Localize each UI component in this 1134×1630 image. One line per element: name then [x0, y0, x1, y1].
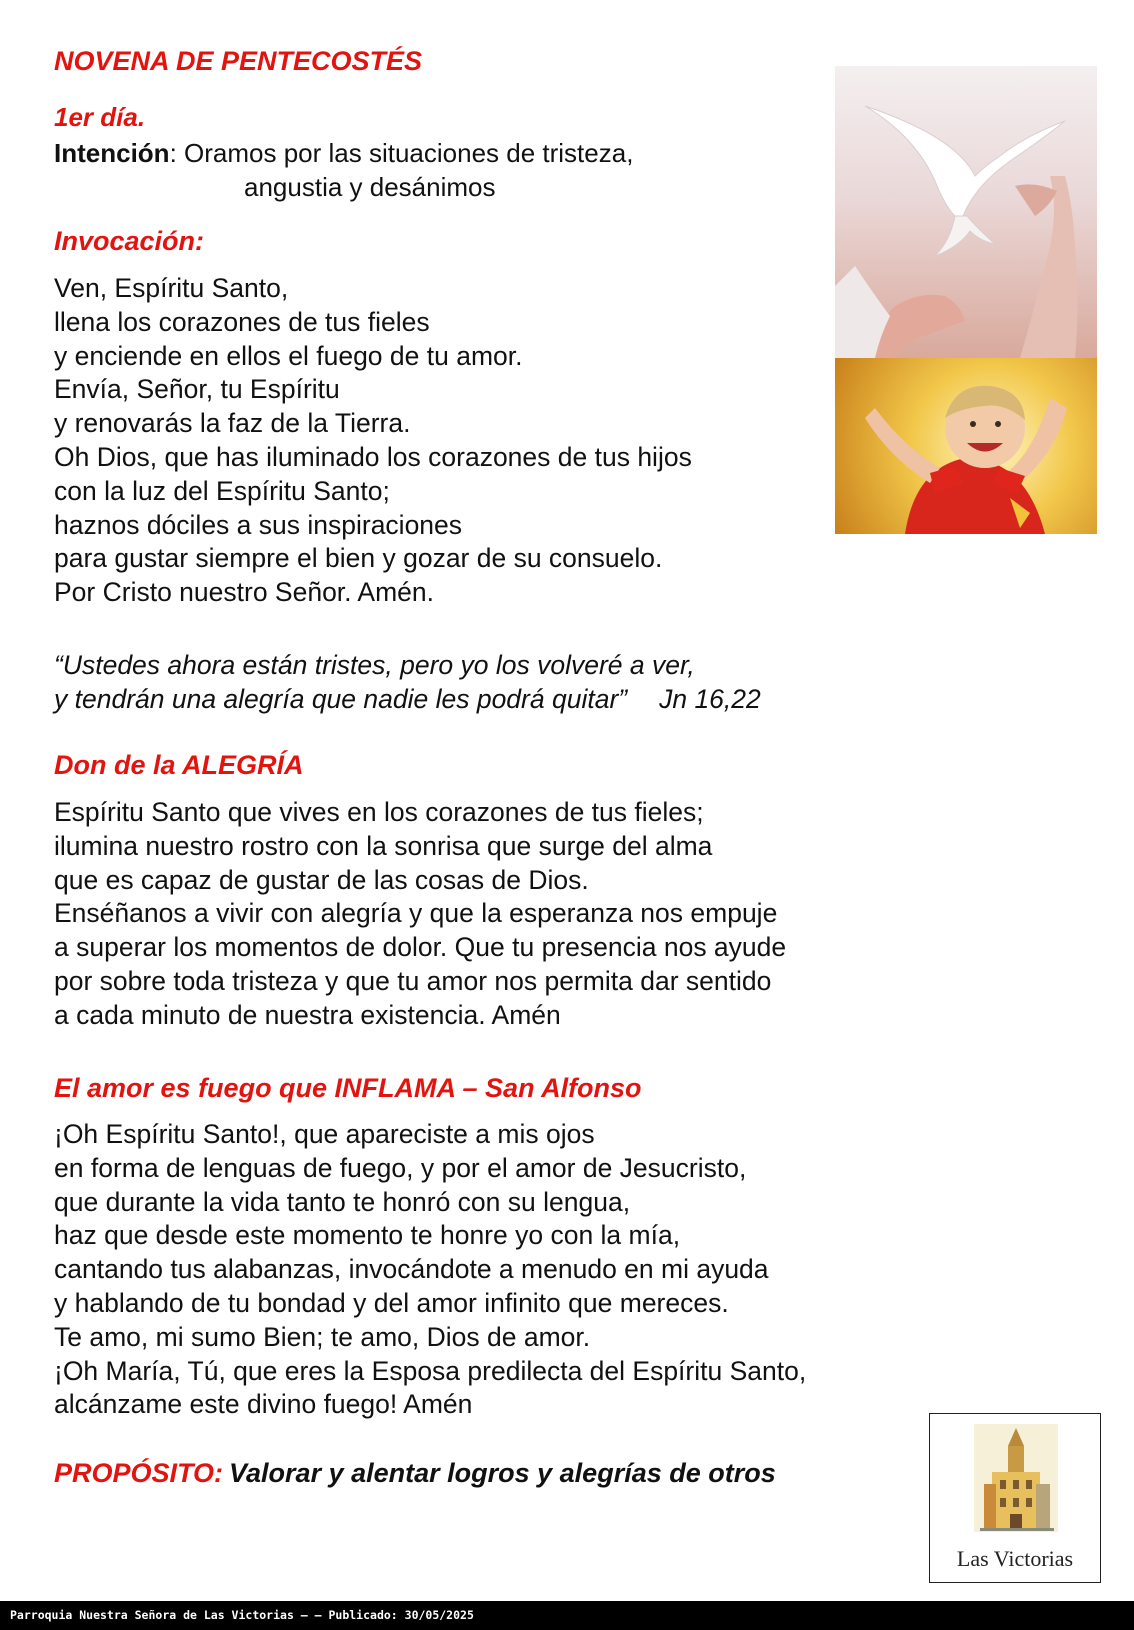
day-label: 1er día.: [54, 102, 146, 132]
footer-bar: Parroquia Nuestra Señora de Las Victorias – – Publicado: 30/05/2025: [0, 1601, 1134, 1630]
prayer-line: y renovarás la faz de la Tierra.: [54, 408, 411, 439]
scripture-quote: [54, 648, 761, 716]
prayer-line: ilumina nuestro rostro con la sonrisa que surge del alma: [54, 830, 713, 861]
invocation-heading: Invocación:: [54, 226, 205, 256]
gift-heading: Don de la ALEGRÍA: [54, 750, 304, 780]
intention-label: Intención: [54, 138, 170, 168]
prayer-line: haznos dóciles a sus inspiraciones: [54, 509, 463, 540]
prayer-line: llena los corazones de tus fieles: [54, 306, 430, 337]
purpose-text: Valorar y alentar logros y alegrías de otros: [229, 1458, 776, 1488]
church-illustration: [930, 1414, 1102, 1544]
prayer-line: Ven, Espíritu Santo,: [54, 273, 289, 303]
prayer-line: por sobre toda tristeza y que tu amor nos permita dar sentido: [54, 965, 772, 996]
purpose-label: PROPÓSITO:: [54, 1458, 224, 1488]
prayer-line: a cada minuto de nuestra existencia. Amén: [54, 999, 561, 1030]
prayer-line: y hablando de tu bondad y del amor infinito que mereces.: [54, 1287, 729, 1318]
prayer-line: Espíritu Santo que vives en los corazones de tus fieles;: [54, 797, 704, 827]
prayer-line: Enséñanos a vivir con alegría y que la esperanza nos empuje: [54, 898, 778, 929]
intention-text-2: angustia y desánimos: [244, 172, 496, 202]
prayer-line: a superar los momentos de dolor. Que tu presencia nos ayude: [54, 932, 787, 963]
prayer-line: con la luz del Espíritu Santo;: [54, 475, 390, 506]
prayer-line: ¡Oh María, Tú, que eres la Esposa predilecta del Espíritu Santo,: [54, 1355, 807, 1386]
gift-prayer: [54, 796, 786, 1033]
prayer-line: y enciende en ellos el fuego de tu amor.: [54, 340, 523, 371]
intention-line-1: [54, 138, 633, 168]
love-heading: El amor es fuego que INFLAMA – San Alfonso: [54, 1073, 642, 1103]
quote-reference: Jn 16,22: [659, 684, 761, 714]
quote-line-2: y tendrán una alegría que nadie les podrá quitar”: [54, 684, 628, 714]
document-title: NOVENA DE PENTECOSTÉS: [54, 46, 423, 76]
prayer-line: ¡Oh Espíritu Santo!, que apareciste a mis ojos: [54, 1119, 595, 1149]
parish-logo: [929, 1413, 1101, 1583]
intention-text-1: : Oramos por las situaciones de tristeza,: [169, 138, 634, 168]
prayer-line: Oh Dios, que has iluminado los corazones de tus hijos: [54, 441, 692, 472]
prayer-line: cantando tus alabanzas, invocándote a menudo en mi ayuda: [54, 1254, 769, 1285]
prayer-line: Envía, Señor, tu Espíritu: [54, 374, 340, 405]
quote-line-1: “Ustedes ahora están tristes, pero yo los volveré a ver,: [54, 650, 695, 680]
prayer-line: Te amo, mi sumo Bien; te amo, Dios de amor.: [54, 1321, 591, 1352]
prayer-line: que durante la vida tanto te honró con su lengua,: [54, 1186, 631, 1217]
intention: [54, 136, 633, 204]
dove-hands-image: [835, 66, 1097, 358]
prayer-line: Por Cristo nuestro Señor. Amén.: [54, 577, 435, 608]
child-image: [835, 358, 1097, 534]
logo-caption: Las Victorias: [956, 1546, 1074, 1571]
prayer-line: para gustar siempre el bien y gozar de su consuelo.: [54, 543, 663, 574]
prayer-line: haz que desde este momento te honre yo con la mía,: [54, 1220, 681, 1251]
prayer-line: alcánzame este divino fuego! Amén: [54, 1389, 473, 1420]
dove-hands-illustration: [835, 66, 1097, 358]
prayer-line: en forma de lenguas de fuego, y por el amor de Jesucristo,: [54, 1152, 747, 1183]
love-prayer: [54, 1118, 806, 1422]
child-illustration: [835, 358, 1097, 534]
prayer-line: que es capaz de gustar de las cosas de Dios.: [54, 864, 589, 895]
purpose: [54, 1458, 776, 1489]
invocation-prayer: [54, 272, 692, 610]
